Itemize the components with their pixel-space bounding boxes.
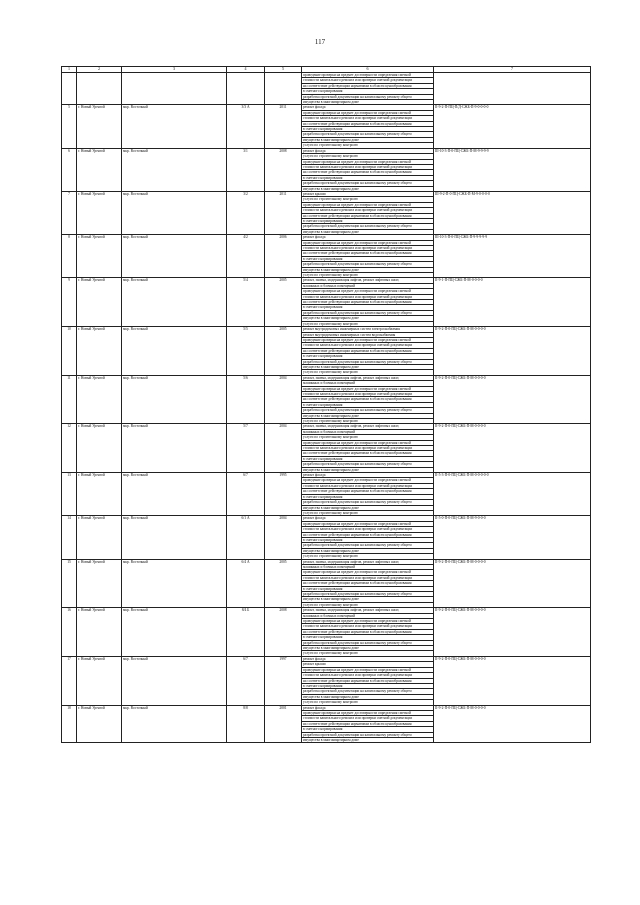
house-number-cell: 3/3 А (227, 105, 265, 148)
work-type-cell: проведение проверки на предмет достоверности определения сметной (302, 521, 434, 526)
work-type-cell: ремонт, замена, модернизация лифтов, ремонт лифтовых шахт, (302, 375, 434, 380)
work-type-cell: стоимости капитального ремонта или проверки сметной документации (302, 716, 434, 721)
table-row (62, 327, 591, 332)
work-type-cell: проведение проверки на предмет достоверности определения сметной (302, 667, 434, 672)
work-type-cell: имущества в многоквартирном доме (302, 316, 434, 321)
work-type-cell: в сметного нормирования (302, 586, 434, 591)
work-type-cell: стоимости капитального ремонта или проверки сметной документации (302, 624, 434, 629)
work-type-cell: ремонт, замена, модернизация лифтов, ремонт лифтовых шахт, (302, 559, 434, 564)
build-year-cell: 2004 (265, 516, 302, 559)
work-type-cell: услуги по строительному контролю (302, 435, 434, 440)
work-type-cell: разработка проектной документации на капитальному ремонту общего (302, 640, 434, 645)
work-type-cell: проведение проверки на предмет достоверности определения сметной (302, 73, 434, 78)
work-type-cell: в сметного нормирования (302, 635, 434, 640)
work-type-cell: на соответствие действующим нормативам в области ценообразования (302, 170, 434, 175)
header-cell: 1 (62, 67, 77, 73)
building-code-cell: II-9-2-П-0-ПЦ-СЖБ-П-М-0-0-0-0 (434, 705, 591, 743)
house-number-cell (227, 73, 265, 105)
city-cell: г. Новый Уренгой (77, 559, 122, 608)
house-number-cell: 6/7 (227, 656, 265, 705)
work-type-cell: услуги по строительному контролю (302, 143, 434, 148)
street-cell: мкр. Восточный (122, 105, 227, 148)
work-type-cell: имущества в многоквартирном доме (302, 646, 434, 651)
table-row (62, 73, 591, 78)
work-type-cell: машинных и блочных помещений (302, 429, 434, 434)
work-type-cell: на соответствие действующим нормативам в области ценообразования (302, 451, 434, 456)
row-number-cell: 14 (62, 516, 77, 559)
city-cell: г. Новый Уренгой (77, 656, 122, 705)
building-code-cell: II-9-2-П-0-ПЦ-СЖБ-П-М-0-0-0-0 (434, 559, 591, 608)
house-number-cell: 8/8 (227, 705, 265, 743)
header-cell: 7 (434, 67, 591, 73)
street-cell: мкр. Восточный (122, 516, 227, 559)
work-type-cell: на соответствие действующим нормативам в области ценообразования (302, 581, 434, 586)
building-code-cell (434, 73, 591, 105)
work-type-cell: проведение проверки на предмет достоверности определения сметной (302, 570, 434, 575)
work-type-cell: разработка проектной документации на капитальному ремонту общего (302, 689, 434, 694)
work-type-cell: ремонт фасада (302, 235, 434, 240)
work-type-cell: имущества в многоквартирном доме (302, 229, 434, 234)
city-cell: г. Новый Уренгой (77, 148, 122, 191)
work-type-cell: услуги по строительному контролю (302, 554, 434, 559)
work-type-cell: услуги по строительному контролю (302, 700, 434, 705)
city-cell: г. Новый Уренгой (77, 191, 122, 234)
work-type-cell: на соответствие действующим нормативам в области ценообразования (302, 678, 434, 683)
header-cell: 6 (302, 67, 434, 73)
build-year-cell: 2004 (265, 424, 302, 473)
work-type-cell: на соответствие действующим нормативам в области ценообразования (302, 213, 434, 218)
work-type-cell: ремонт, замена, модернизация лифтов, ремонт лифтовых шахт, (302, 424, 434, 429)
work-type-cell: стоимости капитального ремонта или проверки сметной документации (302, 294, 434, 299)
build-year-cell: 2005 (265, 278, 302, 327)
street-cell: мкр. Восточный (122, 148, 227, 191)
work-type-cell: стоимости капитального ремонта или проверки сметной документации (302, 527, 434, 532)
work-type-cell: машинных и блочных помещений (302, 613, 434, 618)
row-number-cell: 17 (62, 656, 77, 705)
street-cell: мкр. Восточный (122, 191, 227, 234)
row-number-cell (62, 73, 77, 105)
row-number-cell: 18 (62, 705, 77, 743)
work-type-cell: разработка проектной документации на капитальному ремонту общего (302, 262, 434, 267)
work-type-cell: услуги по строительному контролю (302, 370, 434, 375)
work-type-cell: услуги по строительному контролю (302, 510, 434, 515)
work-type-cell: услуги по строительному контролю (302, 321, 434, 326)
page-number: 117 (314, 38, 326, 46)
building-code-cell: III-10-3-П-0-ПЦ-СЖБ-П-М-9-9-9-9 (434, 148, 591, 191)
work-type-cell: ремонт, замена, модернизация лифтов, ремонт лифтовых шахт, (302, 278, 434, 283)
work-type-cell: проведение проверки на предмет достоверности определения сметной (302, 240, 434, 245)
work-type-cell: на соответствие действующим нормативам в области ценообразования (302, 532, 434, 537)
work-type-cell: услуги по строительному контролю (302, 197, 434, 202)
work-type-cell: разработка проектной документации на капитальному ремонту общего (302, 224, 434, 229)
work-type-cell: машинных и блочных помещений (302, 564, 434, 569)
work-type-cell: проведение проверки на предмет достоверности определения сметной (302, 710, 434, 715)
city-cell (77, 73, 122, 105)
work-type-cell: проведение проверки на предмет достоверности определения сметной (302, 159, 434, 164)
work-type-cell: разработка проектной документации на капитальному ремонту общего (302, 181, 434, 186)
row-number-cell: 6 (62, 148, 77, 191)
work-type-cell: имущества в многоквартирном доме (302, 364, 434, 369)
work-type-cell: в сметного нормирования (302, 727, 434, 732)
work-type-cell: ремонт фасада (302, 705, 434, 710)
street-cell: мкр. Восточный (122, 705, 227, 743)
build-year-cell: 2011 (265, 191, 302, 234)
work-type-cell: стоимости капитального ремонта или проверки сметной документации (302, 343, 434, 348)
work-type-cell: стоимости капитального ремонта или проверки сметной документации (302, 164, 434, 169)
work-type-cell: проведение проверки на предмет достоверности определения сметной (302, 619, 434, 624)
work-type-cell: разработка проектной документации на капитальному ремонту общего (302, 592, 434, 597)
work-type-cell: разработка проектной документации на капитальному ремонту общего (302, 732, 434, 737)
building-code-cell: II-9-2-П-0-ПЦ-СЖБ-П-М-0-0-0-0 (434, 327, 591, 376)
build-year-cell: 2005 (265, 327, 302, 376)
building-code-cell: II-9-2-П-0-ПЦ-СЖБ-П-М-0-0-0-0 (434, 424, 591, 473)
work-type-cell: имущества в многоквартирном доме (302, 100, 434, 105)
work-type-cell: услуги по строительному контролю (302, 651, 434, 656)
work-type-cell: ремонт внутридомовых инженерных систем водоснабжения (302, 332, 434, 337)
work-type-cell: стоимости капитального ремонта или проверки сметной документации (302, 116, 434, 121)
house-number-cell: 6/1 А (227, 516, 265, 559)
work-type-cell: разработка проектной документации на капитальному ремонту общего (302, 462, 434, 467)
building-code-cell: II-9-2-П-ПЦ-П/Д-СЖБ-П-9-0-0-0-0 (434, 105, 591, 148)
work-type-cell: проведение проверки на предмет достоверности определения сметной (302, 440, 434, 445)
work-type-cell: услуги по строительному контролю (302, 419, 434, 424)
work-type-cell: ремонт фасада (302, 473, 434, 478)
building-code-cell: II-9-2-П-0-ПЦ-СЖБ-П-М-0-0-0-0 (434, 656, 591, 705)
city-cell: г. Новый Уренгой (77, 705, 122, 743)
building-code-cell: II-9-2-П-0-ПЦ-СЖБ-П-М-0-0-0-0 (434, 608, 591, 657)
street-cell: мкр. Восточный (122, 278, 227, 327)
house-number-cell: 3/2 (227, 191, 265, 234)
table-row (62, 375, 591, 380)
building-code-cell: II-5-0-П-0-ПЦ-СЖБ-П-М-9-0-0-0 (434, 516, 591, 559)
row-number-cell: 8 (62, 235, 77, 278)
work-type-cell: машинных и блочных помещений (302, 283, 434, 288)
work-type-cell: в сметного нормирования (302, 89, 434, 94)
header-cell: 2 (77, 67, 122, 73)
build-year-cell: 2004 (265, 375, 302, 424)
row-number-cell: 10 (62, 327, 77, 376)
work-type-cell: имущества в многоквартирном доме (302, 597, 434, 602)
work-type-cell: стоимости капитального ремонта или проверки сметной документации (302, 575, 434, 580)
work-type-cell: стоимости капитального ремонта или проверки сметной документации (302, 446, 434, 451)
work-type-cell: в сметного нормирования (302, 218, 434, 223)
work-type-cell: в сметного нормирования (302, 683, 434, 688)
work-type-cell: стоимости капитального ремонта или проверки сметной документации (302, 391, 434, 396)
work-type-cell: проведение проверки на предмет достоверности определения сметной (302, 478, 434, 483)
street-cell: мкр. Восточный (122, 424, 227, 473)
row-number-cell: 9 (62, 278, 77, 327)
work-type-cell: разработка проектной документации на капитальному ремонту общего (302, 94, 434, 99)
work-type-cell: имущества в многоквартирном доме (302, 186, 434, 191)
header-cell: 4 (227, 67, 265, 73)
city-cell: г. Новый Уренгой (77, 235, 122, 278)
row-number-cell: 5 (62, 105, 77, 148)
work-type-cell: в сметного нормирования (302, 354, 434, 359)
work-type-cell: на соответствие действующим нормативам в области ценообразования (302, 348, 434, 353)
work-type-cell: проведение проверки на предмет достоверности определения сметной (302, 386, 434, 391)
work-type-cell: имущества в многоквартирном доме (302, 505, 434, 510)
work-type-cell: услуги по строительному контролю (302, 154, 434, 159)
work-type-cell: ремонт фасада (302, 148, 434, 153)
house-number-cell: 3/1 (227, 148, 265, 191)
work-type-cell: на соответствие действующим нормативам в области ценообразования (302, 121, 434, 126)
house-number-cell: 4/2 (227, 235, 265, 278)
row-number-cell: 7 (62, 191, 77, 234)
build-year-cell (265, 73, 302, 105)
work-type-cell: разработка проектной документации на капитальному ремонту общего (302, 500, 434, 505)
house-number-cell: 8/4 Б (227, 608, 265, 657)
work-type-cell: имущества в многоквартирном доме (302, 548, 434, 553)
work-type-cell: на соответствие действующим нормативам в области ценообразования (302, 397, 434, 402)
work-type-cell: машинных и блочных помещений (302, 381, 434, 386)
header-cell: 3 (122, 67, 227, 73)
city-cell: г. Новый Уренгой (77, 375, 122, 424)
house-number-cell: 6/4 А (227, 559, 265, 608)
work-type-cell: имущества в многоквартирном доме (302, 694, 434, 699)
street-cell: мкр. Восточный (122, 473, 227, 516)
work-type-cell: проведение проверки на предмет достоверности определения сметной (302, 202, 434, 207)
house-number-cell: 6/7 (227, 473, 265, 516)
build-year-cell: 1997 (265, 656, 302, 705)
build-year-cell: 1995 (265, 473, 302, 516)
row-number-cell: 12 (62, 424, 77, 473)
work-type-cell: в сметного нормирования (302, 402, 434, 407)
city-cell: г. Новый Уренгой (77, 327, 122, 376)
work-type-cell: в сметного нормирования (302, 456, 434, 461)
city-cell: г. Новый Уренгой (77, 473, 122, 516)
row-number-cell: 16 (62, 608, 77, 657)
table-row (62, 608, 591, 613)
work-type-cell: стоимости капитального ремонта или проверки сметной документации (302, 208, 434, 213)
header-cell: 5 (265, 67, 302, 73)
street-cell (122, 73, 227, 105)
work-type-cell: на соответствие действующим нормативам в области ценообразования (302, 721, 434, 726)
work-type-cell: имущества в многоквартирном доме (302, 137, 434, 142)
building-code-cell: III-9-2-П-0-ПЦ-СЖБ-П-М-9-0-0-0-0 (434, 191, 591, 234)
work-type-cell: ремонт фасада (302, 105, 434, 110)
house-number-cell: 5/5 (227, 327, 265, 376)
work-type-cell: в сметного нормирования (302, 537, 434, 542)
work-type-cell: на соответствие действующим нормативам в области ценообразования (302, 489, 434, 494)
repair-program-table (61, 66, 591, 743)
work-type-cell: проведение проверки на предмет достоверности определения сметной (302, 110, 434, 115)
house-number-cell: 5/6 (227, 375, 265, 424)
street-cell: мкр. Восточный (122, 656, 227, 705)
build-year-cell: 2008 (265, 148, 302, 191)
work-type-cell: в сметного нормирования (302, 175, 434, 180)
work-type-cell: ремонт фасада (302, 516, 434, 521)
house-number-cell: 5/7 (227, 424, 265, 473)
work-type-cell: проведение проверки на предмет достоверности определения сметной (302, 289, 434, 294)
street-cell: мкр. Восточный (122, 375, 227, 424)
work-type-cell: ремонт крыши (302, 662, 434, 667)
row-number-cell: 11 (62, 375, 77, 424)
work-type-cell: разработка проектной документации на капитальному ремонту общего (302, 408, 434, 413)
work-type-cell: разработка проектной документации на капитальному ремонту общего (302, 132, 434, 137)
work-type-cell: на соответствие действующим нормативам в области ценообразования (302, 629, 434, 634)
work-type-cell: в сметного нормирования (302, 305, 434, 310)
work-type-cell: стоимости капитального ремонта или проверки сметной документации (302, 483, 434, 488)
work-type-cell: услуги по строительному контролю (302, 273, 434, 278)
work-type-cell: ремонт крыши (302, 191, 434, 196)
work-type-cell: ремонт, замена, модернизация лифтов, ремонт лифтовых шахт, (302, 608, 434, 613)
work-type-cell: имущества в многоквартирном доме (302, 413, 434, 418)
table-row (62, 424, 591, 429)
city-cell: г. Новый Уренгой (77, 516, 122, 559)
work-type-cell: в сметного нормирования (302, 256, 434, 261)
work-type-cell: в сметного нормирования (302, 127, 434, 132)
building-code-cell: II-9-2-П-0-ПЦ-СЖБ-П-М-0-0-0-0 (434, 375, 591, 424)
street-cell: мкр. Восточный (122, 235, 227, 278)
work-type-cell: на соответствие действующим нормативам в области ценообразования (302, 83, 434, 88)
work-type-cell: услуги по строительному контролю (302, 602, 434, 607)
work-type-cell: стоимости капитального ремонта или проверки сметной документации (302, 673, 434, 678)
house-number-cell: 5/4 (227, 278, 265, 327)
work-type-cell: на соответствие действующим нормативам в области ценообразования (302, 251, 434, 256)
row-number-cell: 15 (62, 559, 77, 608)
build-year-cell: 2006 (265, 235, 302, 278)
city-cell: г. Новый Уренгой (77, 105, 122, 148)
build-year-cell: 2005 (265, 559, 302, 608)
work-type-cell: стоимости капитального ремонта или проверки сметной документации (302, 78, 434, 83)
work-type-cell: имущества в многоквартирном доме (302, 467, 434, 472)
city-cell: г. Новый Уренгой (77, 608, 122, 657)
table-row (62, 278, 591, 283)
building-code-cell: III-10-3-П-0-ПЦ-СЖБ-П-9-9-9-9-9 (434, 235, 591, 278)
work-type-cell: имущества в многоквартирном доме (302, 737, 434, 742)
street-cell: мкр. Восточный (122, 327, 227, 376)
work-type-cell: разработка проектной документации на капитальному ремонту общего (302, 543, 434, 548)
work-type-cell: проведение проверки на предмет достоверности определения сметной (302, 337, 434, 342)
city-cell: г. Новый Уренгой (77, 424, 122, 473)
build-year-cell: 2011 (265, 105, 302, 148)
work-type-cell: стоимости капитального ремонта или проверки сметной документации (302, 246, 434, 251)
work-type-cell: имущества в многоквартирном доме (302, 267, 434, 272)
work-type-cell: разработка проектной документации на капитальному ремонту общего (302, 310, 434, 315)
table-row (62, 559, 591, 564)
build-year-cell: 2008 (265, 608, 302, 657)
city-cell: г. Новый Уренгой (77, 278, 122, 327)
street-cell: мкр. Восточный (122, 608, 227, 657)
building-code-cell: II-9-1-П-ПЦ-СЖБ-П-М-0-0-0-0 (434, 278, 591, 327)
street-cell: мкр. Восточный (122, 559, 227, 608)
building-code-cell: II-5-3-П-0-ПЦ-СЖБ-П-М-0-0-0-0-0 (434, 473, 591, 516)
work-type-cell: ремонт внутридомовых инженерных систем электроснабжения (302, 327, 434, 332)
build-year-cell: 2001 (265, 705, 302, 743)
work-type-cell: ремонт фасада (302, 656, 434, 661)
work-type-cell: разработка проектной документации на капитальному ремонту общего (302, 359, 434, 364)
work-type-cell: в сметного нормирования (302, 494, 434, 499)
row-number-cell: 13 (62, 473, 77, 516)
work-type-cell: на соответствие действующим нормативам в области ценообразования (302, 300, 434, 305)
